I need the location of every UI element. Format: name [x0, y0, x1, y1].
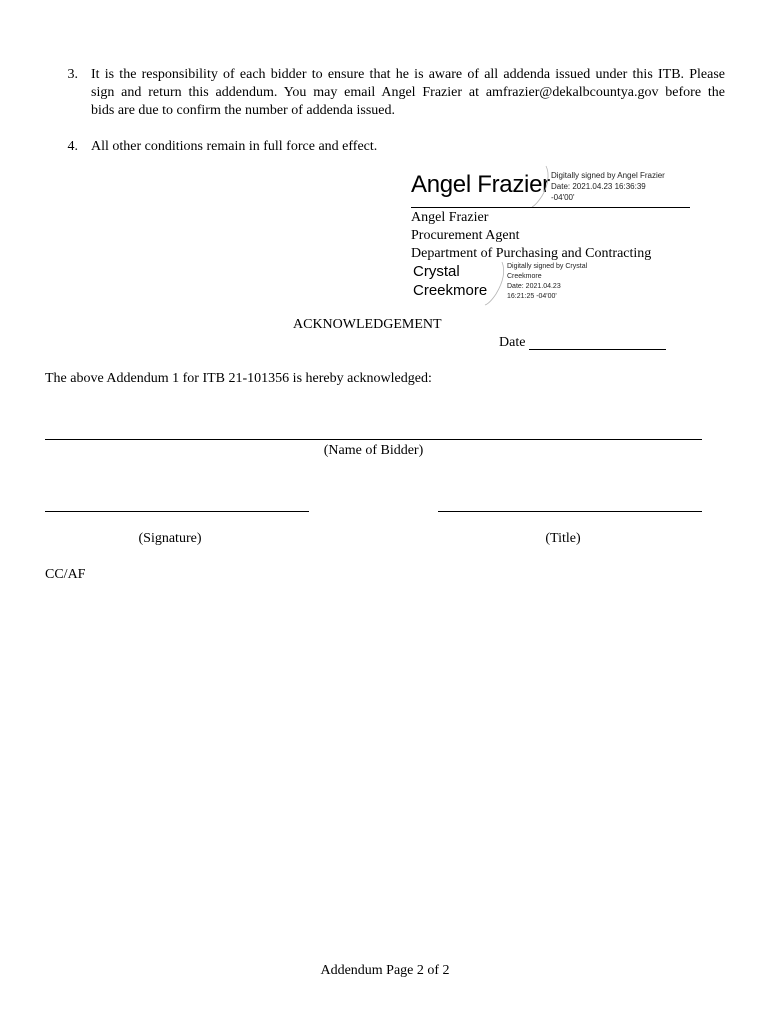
item-4-number: 4.: [67, 139, 78, 154]
signer-name: Angel Frazier: [411, 210, 489, 225]
signature-line: [411, 207, 690, 208]
item-3-line-2: sign and return this addendum. You may email Angel Frazier at amfrazier@dekalbcountya.gov before the: [91, 85, 725, 100]
item-3-line-1: It is the responsibility of each bidder to ensure that he is aware of all addenda issued under this ITB. Please: [91, 67, 725, 82]
creekmore-signature-mark: [482, 260, 508, 306]
creekmore-note-line-4: 16:21:25 -04'00': [507, 293, 557, 300]
creekmore-signature: [413, 262, 487, 300]
bidder-name-label: (Name of Bidder): [323, 443, 424, 458]
frazier-note-line-2: Date: 2021.04.23 16:36:39: [551, 182, 646, 191]
frazier-signature: Angel Frazier: [411, 171, 550, 198]
item-3-line-3: bids are due to confirm the number of addenda issued.: [91, 103, 396, 118]
signer-title: Procurement Agent: [411, 228, 520, 243]
acknowledgement-statement: The above Addendum 1 for ITB 21-101356 is hereby acknowledged:: [45, 371, 432, 386]
frazier-note-line-3: -04'00': [551, 193, 575, 202]
date-field-line[interactable]: [529, 349, 666, 350]
creekmore-digital-note: [507, 262, 587, 302]
bidder-name-line[interactable]: [45, 439, 702, 440]
bidder-signature-line[interactable]: [45, 511, 309, 512]
frazier-signature-mark: [528, 164, 552, 208]
creekmore-name-line-1: Crystal: [413, 263, 460, 280]
frazier-digital-note: [551, 170, 665, 203]
signer-department: Department of Purchasing and Contracting: [411, 246, 652, 261]
creekmore-note-line-3: Date: 2021.04.23: [507, 283, 561, 290]
date-label: Date: [499, 335, 526, 350]
item-3-text: [91, 66, 725, 120]
page-footer: Addendum Page 2 of 2: [320, 963, 450, 978]
creekmore-name-line-2: Creekmore: [413, 282, 488, 299]
title-label: (Title): [545, 531, 581, 546]
creekmore-note-line-2: Creekmore: [507, 273, 542, 280]
acknowledgement-heading: ACKNOWLEDGEMENT: [293, 317, 442, 332]
initials: CC/AF: [45, 567, 86, 582]
item-3-number: 3.: [67, 67, 78, 82]
bidder-title-line[interactable]: [438, 511, 702, 512]
signer-block: [411, 209, 651, 263]
creekmore-note-line-1: Digitally signed by Crystal: [507, 263, 588, 270]
frazier-note-line-1: Digitally signed by Angel Frazier: [551, 171, 665, 180]
signature-label: (Signature): [138, 531, 202, 546]
item-4-text: All other conditions remain in full force and effect.: [91, 139, 378, 154]
